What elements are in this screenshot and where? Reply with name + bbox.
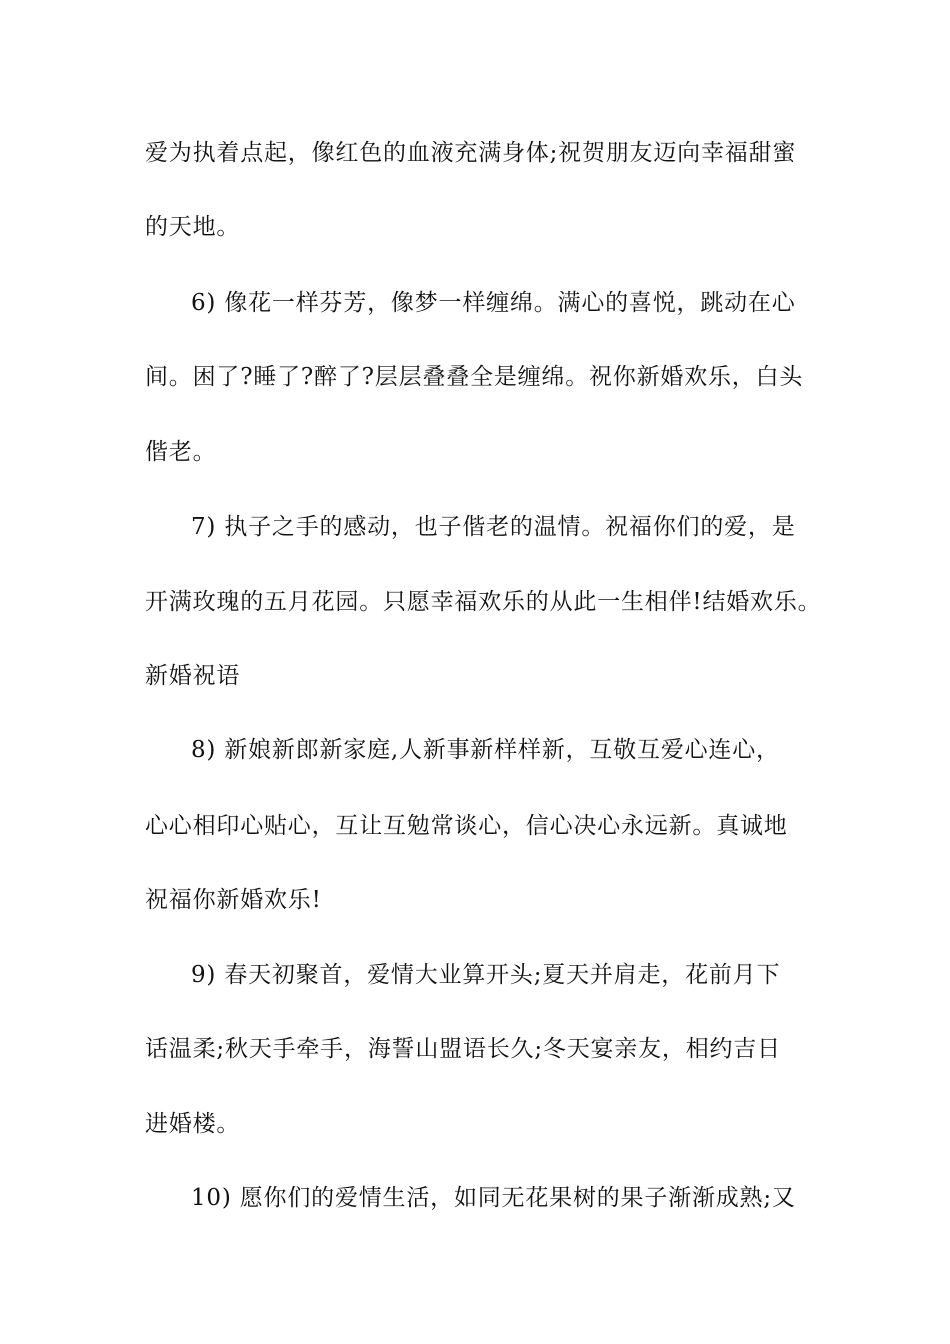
text-line: 10) 愿你们的爱情生活，如同无花果树的果子渐渐成熟;又	[191, 1185, 796, 1211]
text-line: 爱为执着点起，像红色的血液充满身体;祝贺朋友迈向幸福甜蜜	[145, 140, 797, 166]
text-line: 话温柔;秋天手牵手，海誓山盟语长久;冬天宴亲友，相约吉日	[145, 1036, 781, 1062]
text-line: 祝福你新婚欢乐!	[145, 887, 322, 913]
text-line: 心心相印心贴心，互让互勉常谈心，信心决心永远新。真诚地	[145, 813, 788, 839]
text-line: 间。困了?睡了?醉了?层层叠叠全是缠绵。祝你新婚欢乐，白头	[145, 364, 804, 390]
text-line: 开满玫瑰的五月花园。只愿幸福欢乐的从此一生相伴!结婚欢乐。	[145, 589, 822, 615]
text-line: 9) 春天初聚首，爱情大业算开头;夏天并肩走，花前月下	[191, 962, 781, 988]
text-line: 6) 像花一样芬芳，像梦一样缠绵。满心的喜悦，跳动在心	[191, 290, 796, 316]
text-line: 的天地。	[145, 214, 241, 240]
text-line: 7) 执子之手的感动，也子偕老的温情。祝福你们的爱，是	[191, 514, 796, 540]
text-line: 进婚楼。	[145, 1111, 241, 1137]
text-line: 8) 新娘新郎新家庭,人新事新样样新，互敬互爱心连心，	[191, 737, 780, 763]
text-line: 偕老。	[145, 439, 217, 465]
section-heading: 新婚祝语	[145, 663, 241, 689]
